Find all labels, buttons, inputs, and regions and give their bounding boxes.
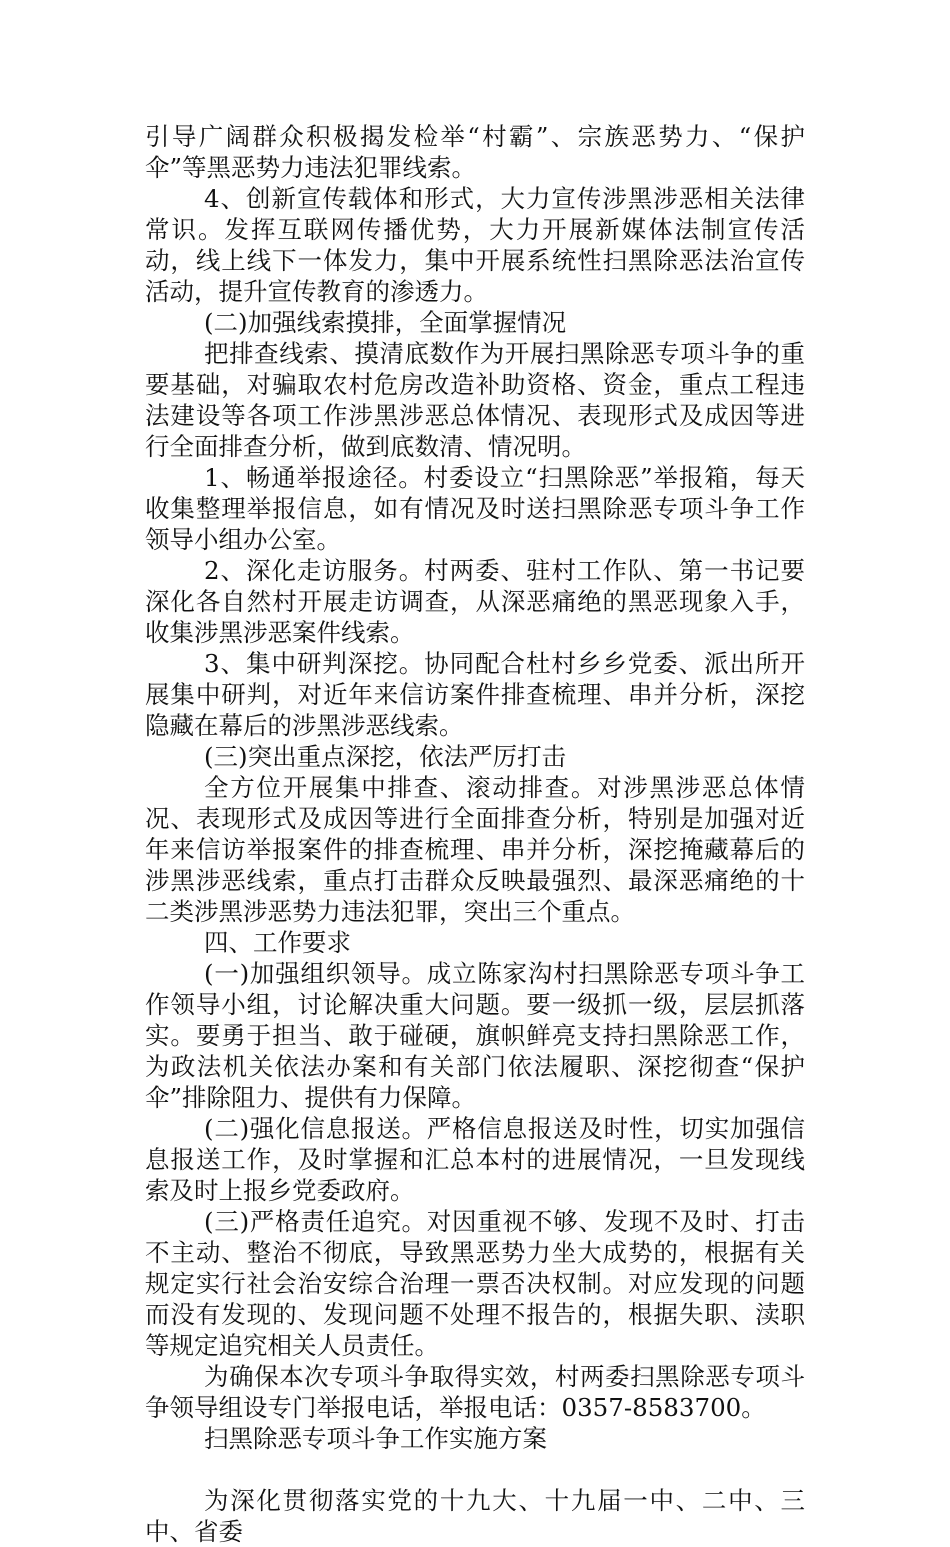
paragraph-requirement-3: (三)严格责任追究。对因重视不够、发现不及时、打击不主动、整治不彻底，导致黑恶势力坐大成势的，根据有关规定实行社会治安综合治理一票否决权制。对应发现的问题而没有发现的、发现问题不处理不报告的，根据失职、渎职等规定追究相关人员责任。 xyxy=(145,1207,805,1360)
section-heading-2: (二)加强线索摸排，全面掌握情况 xyxy=(204,308,567,337)
paragraph-section-2-intro: 把排查线索、摸清底数作为开展扫黑除恶专项斗争的重要基础，对骗取农村危房改造补助资格、资金，重点工程违法建设等各项工作涉黑涉恶总体情况、表现形式及成因等进行全面排查分析，做到底数清、情况明。 xyxy=(145,339,805,461)
paragraph-hotline: 为确保本次专项斗争取得实效，村两委扫黑除恶专项斗争领导组设专门举报电话，举报电话：0357-8583700。 xyxy=(145,1362,805,1422)
paragraph-item-3: 3、集中研判深挖。协同配合杜村乡乡党委、派出所开展集中研判，对近年来信访案件排查梳理、串并分析，深挖隐藏在幕后的涉黑涉恶线索。 xyxy=(145,649,805,740)
paragraph-requirement-2: (二)强化信息报送。严格信息报送及时性，切实加强信息报送工作，及时掌握和汇总本村的进展情况，一旦发现线索及时上报乡党委政府。 xyxy=(145,1114,805,1205)
document-title: 扫黑除恶专项斗争工作实施方案 xyxy=(204,1424,547,1453)
paragraph-item-1: 1、畅通举报途径。村委设立“扫黑除恶”举报箱，每天收集整理举报信息，如有情况及时送扫黑除恶专项斗争工作领导小组办公室。 xyxy=(145,463,805,554)
paragraph-item-2: 2、深化走访服务。村两委、驻村工作队、第一书记要深化各自然村开展走访调查，从深恶痛绝的黑恶现象入手，收集涉黑涉恶案件线索。 xyxy=(145,556,805,647)
section-heading-3: (三)突出重点深挖，依法严厉打击 xyxy=(204,742,567,771)
paragraph-continuation: 引导广阔群众积极揭发检举“村霸”、宗族恶势力、“保护伞”等黑恶势力违法犯罪线索。 xyxy=(145,122,805,182)
paragraph-item-4: 4、创新宣传载体和形式，大力宣传涉黑涉恶相关法律常识。发挥互联网传播优势，大力开展新媒体法制宣传活动，线上线下一体发力，集中开展系统性扫黑除恶法治宣传活动，提升宣传教育的渗透力。 xyxy=(145,184,805,306)
paragraph-intro: 为深化贯彻落实党的十九大、十九届一中、二中、三中、省委 xyxy=(145,1486,805,1546)
section-heading-work-requirements: 四、工作要求 xyxy=(204,928,351,957)
document-body xyxy=(145,121,805,1547)
paragraph-section-3-body: 全方位开展集中排查、滚动排查。对涉黑涉恶总体情况、表现形式及成因等进行全面排查分析，特别是加强对近年来信访举报案件的排查梳理、串并分析，深挖掩藏幕后的涉黑涉恶线索，重点打击群众反映最强烈、最深恶痛绝的十二类涉黑涉恶势力违法犯罪，突出三个重点。 xyxy=(145,773,805,926)
paragraph-requirement-1: (一)加强组织领导。成立陈家沟村扫黑除恶专项斗争工作领导小组，讨论解决重大问题。要一级抓一级，层层抓落实。要勇于担当、敢于碰硬，旗帜鲜亮支持扫黑除恶工作，为政法机关依法办案和有关部门依法履职、深挖彻查“保护伞”排除阻力、提供有力保障。 xyxy=(145,959,805,1112)
